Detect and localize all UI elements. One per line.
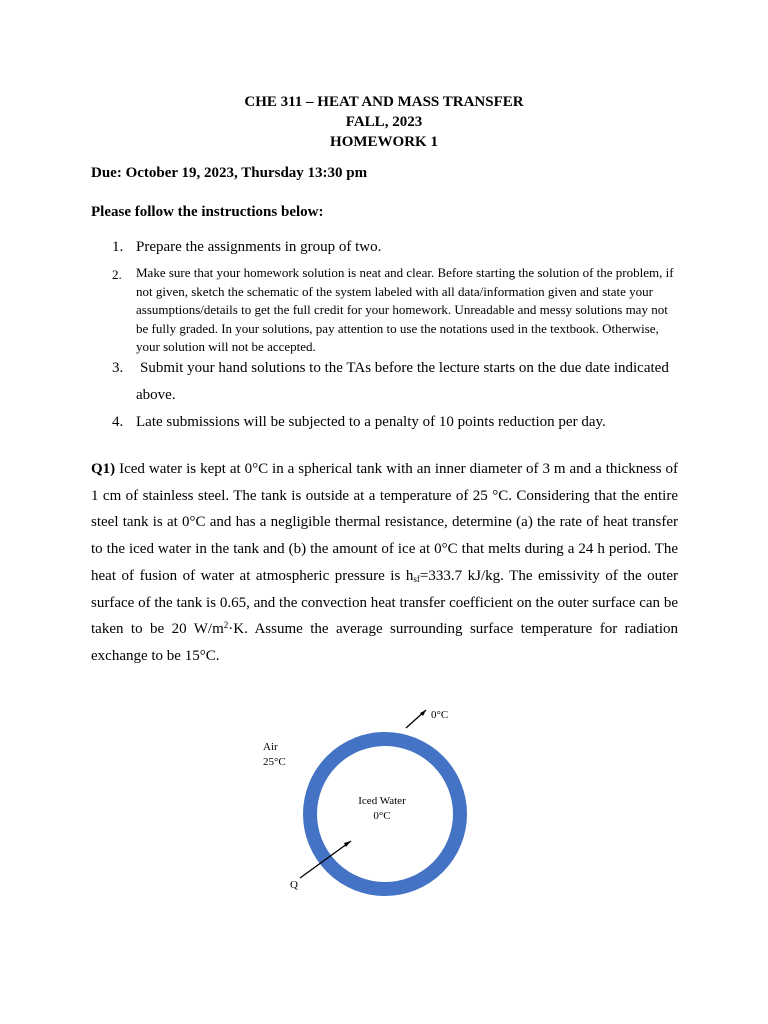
question-text-part-c: ·K. Assume the average surrounding surface temperature for radiation exchange to be 15°C.: [91, 621, 678, 664]
instruction-number: 4.: [112, 414, 124, 430]
instruction-number: 1.: [112, 239, 124, 255]
instruction-number: 3.: [112, 360, 124, 376]
wall-temperature: 0°C: [431, 709, 449, 721]
air-temperature: 25°C: [263, 756, 286, 768]
instructions-title: Please follow the instructions below:: [91, 204, 324, 220]
question-text-part-b: =333.7 kJ/kg. The emissivity of the outer surface of the tank is 0.65, and the convection heat transfer coefficient on the outer surface can be taken to be 20 W/m: [91, 567, 679, 638]
instruction-text: Late submissions will be subjected to a penalty of 10 points reduction per day.: [136, 414, 606, 430]
question-text-part-a: Iced water is kept at 0°C in a spherical tank with an inner diameter of 3 m and a thickness of 1 cm of stainless steel. The tank is outside at a temperature of 25 °C. Considering that the entire steel tank is at 0°C and has a negligible thermal resistance, determine (a) the rate of heat transfer to the iced water in the tank and (b) the amount of ice at 0°C that melts during a 24 h period. The heat of fusion of water at atmospheric pressure is h: [91, 461, 678, 584]
instruction-text: Make sure that your homework solution is neat and clear. Before starting the solution of the problem, if not given, sketch the schematic of the system labeled with all data/information given and state your assumptions/details to get the full credit for your homework. Unreadable and messy solutions may not be fully graded. In your solutions, pay attention to use the notations used in the textbook. Otherwise, your solution will not be accepted.: [136, 265, 674, 354]
squared-superscript: 2: [223, 620, 229, 631]
inner-temperature: 0°C: [373, 810, 391, 822]
instruction-text: Submit your hand solutions to the TAs before the lecture starts on the due date indicated above.: [136, 360, 669, 403]
tank-diagram: [230, 690, 530, 910]
assignment-title: HOMEWORK 1: [330, 134, 438, 150]
air-label: Air: [263, 741, 278, 753]
document-header: [0, 92, 768, 152]
instruction-text: Prepare the assignments in group of two.: [136, 239, 382, 255]
instruction-number: 2.: [112, 267, 122, 282]
term: FALL, 2023: [345, 114, 423, 130]
hsf-subscript: sf: [413, 573, 420, 584]
due-date: Due: October 19, 2023, Thursday 13:30 pm: [91, 165, 368, 181]
course-title: CHE 311 – HEAT AND MASS TRANSFER: [244, 94, 524, 110]
question-1: [91, 456, 678, 670]
inner-label: Iced Water: [358, 795, 406, 807]
question-label: Q1): [91, 461, 116, 477]
heat-label: Q: [290, 879, 298, 891]
